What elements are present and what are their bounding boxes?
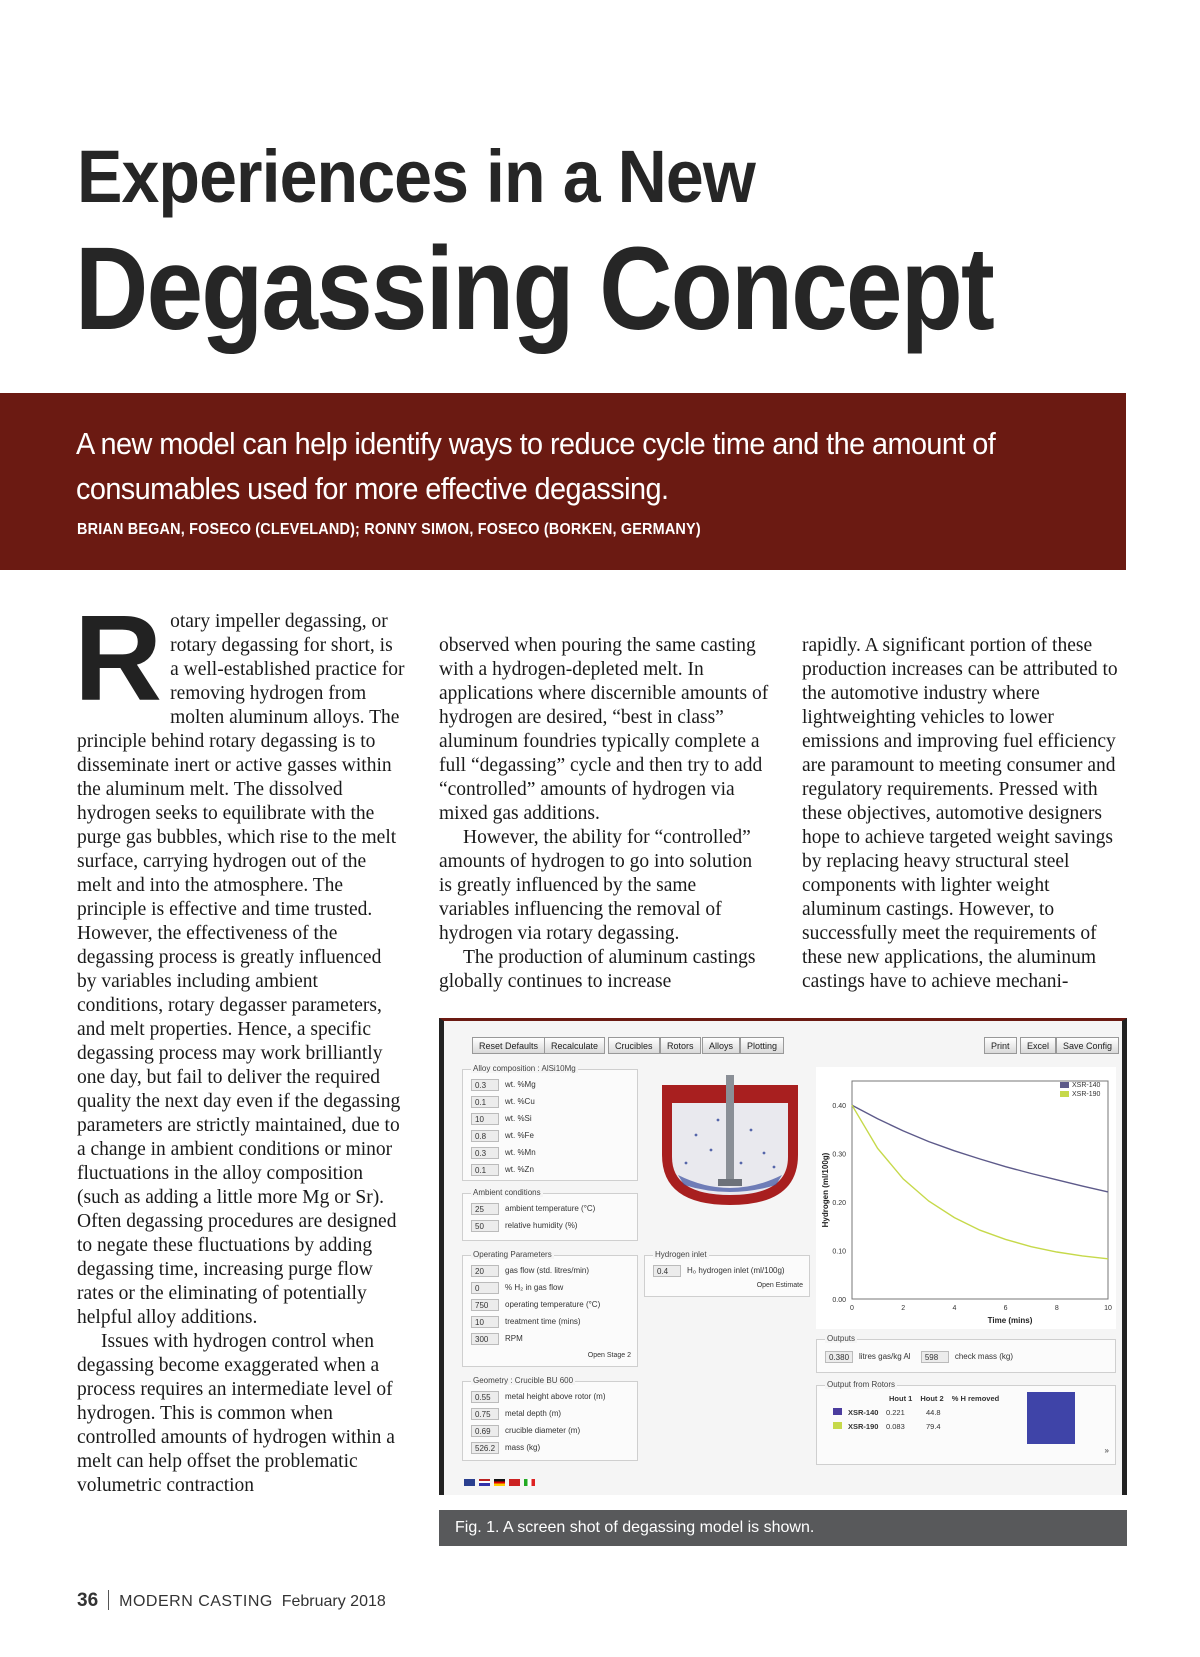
legend-swatch — [1060, 1091, 1069, 1097]
recalculate-button[interactable]: Recalculate — [544, 1037, 605, 1054]
col3-paragraph-1: rapidly. A significant portion of these production increases can be attributed to the automotive industry where lightweighting vehicles to lower emissions and improving fuel efficiency are paramount to meeting consumer and regulatory requirements. Pressed with these objectives, automotive designers hope to achieve targeted weight savings by replacing heavy structural steel components with lighter weight aluminum castings. However, to successfully meet the requirements of these new applications, the aluminum castings have to achieve mechani- — [802, 635, 1118, 992]
table-row — [833, 1408, 941, 1417]
rotor-name: XSR-140 — [848, 1408, 879, 1417]
check-mass-label: check mass (kg) — [954, 1352, 1014, 1361]
alloy-label: wt. %Mg — [505, 1080, 536, 1089]
output-from-rotors-title: Output from Rotors — [827, 1380, 896, 1389]
alloy-input[interactable]: 0.3 — [471, 1147, 499, 1159]
flag-icon[interactable] — [494, 1479, 505, 1486]
bubble — [717, 1119, 720, 1122]
h-removed-bar — [1027, 1392, 1075, 1444]
table-row — [833, 1422, 941, 1431]
col2-paragraph-1: observed when pouring the same casting with a hydrogen-depleted melt. In applications where discernible amounts of hydrogen are desired, “best in class” aluminum foundries typically complete a full “degassing” cycle and then try to add “controlled” amounts of hydrogen via mixed gas additions. — [439, 635, 769, 824]
page-footer — [77, 1590, 386, 1612]
rotor-shaft — [726, 1075, 734, 1183]
flag-icon[interactable] — [524, 1479, 535, 1486]
crucible-illustration — [656, 1075, 804, 1211]
geometry-input[interactable]: 526.2 — [471, 1442, 499, 1454]
open-estimate-link[interactable]: Open Estimate — [756, 1282, 803, 1289]
operating-row — [471, 1298, 600, 1312]
hydrogen-inlet-label: H₀ hydrogen inlet (ml/100g) — [687, 1266, 785, 1275]
chart-background — [816, 1067, 1116, 1329]
title-line-1: Experiences in a New — [77, 135, 755, 218]
alloy-row — [471, 1095, 535, 1109]
geometry-row — [471, 1390, 606, 1404]
reset-defaults-button[interactable]: Reset Defaults — [472, 1037, 545, 1054]
rotor-hout1: 0.083 — [886, 1422, 905, 1431]
geometry-panel — [462, 1376, 638, 1461]
geometry-label: metal depth (m) — [505, 1409, 562, 1418]
operating-label: % H₂ in gas flow — [505, 1283, 564, 1292]
ambient-label: relative humidity (%) — [505, 1221, 578, 1230]
legend-swatch-icon — [833, 1408, 842, 1415]
geometry-input[interactable]: 0.69 — [471, 1425, 499, 1437]
open-stage-link[interactable]: Open Stage 2 — [587, 1352, 631, 1359]
bubble — [710, 1149, 713, 1152]
col2-paragraph-3: The production of aluminum castings globally continues to increase — [439, 947, 756, 992]
alloy-label: wt. %Mn — [505, 1148, 536, 1157]
rotor-header-cell: % H removed — [951, 1394, 1000, 1403]
x-tick-label: 6 — [1003, 1305, 1008, 1312]
alloy-input[interactable]: 0.1 — [471, 1164, 499, 1176]
rotor-table-header — [889, 1394, 999, 1403]
bubble — [750, 1129, 753, 1132]
geometry-row — [471, 1424, 580, 1438]
alloy-row — [471, 1078, 536, 1092]
operating-input[interactable]: 10 — [471, 1316, 499, 1328]
ambient-row — [471, 1202, 595, 1216]
hydrogen-inlet-panel — [644, 1250, 810, 1297]
plotting-button[interactable]: Plotting — [740, 1037, 784, 1054]
operating-input[interactable]: 0 — [471, 1282, 499, 1294]
save-config-button[interactable]: Save Config — [1056, 1037, 1119, 1054]
col2-paragraph-2: However, the ability for “controlled” amounts of hydrogen to go into solution is greatly influenced by the same variables influencing the removal of hydrogen via rotary degassing. — [439, 827, 753, 944]
alloy-input[interactable]: 0.1 — [471, 1096, 499, 1108]
rotor-header-cell: Hout 2 — [920, 1394, 944, 1403]
print-button[interactable]: Print — [984, 1037, 1017, 1054]
flag-icon[interactable] — [509, 1479, 520, 1486]
ambient-conditions-panel — [462, 1188, 638, 1241]
alloy-row — [471, 1112, 532, 1126]
alloys-button[interactable]: Alloys — [702, 1037, 740, 1054]
legend-swatch — [1060, 1082, 1069, 1088]
page-number: 36 — [77, 1590, 99, 1611]
hydrogen-inlet-title: Hydrogen inlet — [655, 1250, 707, 1259]
alloy-row — [471, 1163, 534, 1177]
rotors-button[interactable]: Rotors — [660, 1037, 701, 1054]
legend-swatch-icon — [833, 1422, 842, 1429]
x-tick-label: 4 — [952, 1305, 957, 1312]
alloy-label: wt. %Cu — [505, 1097, 535, 1106]
alloy-label: wt. %Si — [505, 1114, 532, 1123]
operating-row — [471, 1281, 563, 1295]
x-tick-label: 8 — [1054, 1305, 1059, 1312]
y-tick-label: 0.30 — [832, 1151, 846, 1159]
y-tick-label: 0.40 — [832, 1103, 846, 1111]
operating-input[interactable]: 20 — [471, 1265, 499, 1277]
flag-icon[interactable] — [479, 1479, 490, 1486]
x-tick-label: 0 — [850, 1305, 854, 1312]
alloy-input[interactable]: 10 — [471, 1113, 499, 1125]
rotor-header-cell: Hout 1 — [889, 1394, 913, 1403]
bubble — [763, 1152, 766, 1155]
legend-label: XSR-140 — [1072, 1082, 1101, 1089]
x-tick-label: 10 — [1104, 1305, 1112, 1312]
geometry-row — [471, 1441, 540, 1455]
x-axis-label: Time (mins) — [987, 1316, 1033, 1325]
y-tick-label: 0.10 — [832, 1248, 846, 1256]
operating-parameters-title: Operating Parameters — [473, 1250, 552, 1259]
ambient-input[interactable]: 25 — [471, 1203, 499, 1215]
alloy-composition-title: Alloy composition : AlSi10Mg — [473, 1064, 576, 1073]
operating-row — [471, 1332, 523, 1346]
degassing-model-screenshot — [439, 1018, 1127, 1495]
alloy-row — [471, 1129, 534, 1143]
alloy-input[interactable]: 0.8 — [471, 1130, 499, 1142]
geometry-input[interactable]: 0.75 — [471, 1408, 499, 1420]
operating-label: gas flow (std. litres/min) — [505, 1266, 590, 1275]
alloy-input[interactable]: 0.3 — [471, 1079, 499, 1091]
operating-label: operating temperature (°C) — [505, 1300, 601, 1309]
litres-gas-output: 0.380 — [825, 1351, 853, 1363]
alloy-label: wt. %Zn — [505, 1165, 534, 1174]
y-tick-label: 0.00 — [832, 1297, 846, 1304]
y-tick-label: 0.20 — [832, 1200, 846, 1208]
rotor-hout1: 0.221 — [886, 1408, 905, 1417]
operating-label: treatment time (mins) — [505, 1317, 581, 1326]
hydrogen-inlet-row — [653, 1264, 785, 1278]
rotor-hout2: 44.8 — [926, 1408, 941, 1417]
check-mass-output: 598 — [921, 1351, 949, 1363]
more-link[interactable]: » — [1104, 1446, 1109, 1455]
figure-caption: Fig. 1. A screen shot of degassing model is shown. — [439, 1510, 1127, 1546]
alloy-label: wt. %Fe — [505, 1131, 534, 1140]
bubble — [695, 1134, 698, 1137]
language-flags — [464, 1479, 535, 1486]
geometry-row — [471, 1407, 561, 1421]
rotor-head — [718, 1179, 742, 1186]
litres-gas-label: litres gas/kg Al — [859, 1352, 911, 1361]
ambient-conditions-title: Ambient conditions — [473, 1188, 541, 1197]
footer-divider — [108, 1590, 109, 1610]
deck-banner — [0, 393, 1126, 570]
geometry-label: mass (kg) — [505, 1443, 541, 1452]
rotor-name: XSR-190 — [848, 1422, 879, 1431]
operating-input[interactable]: 300 — [471, 1333, 499, 1345]
output-from-rotors-panel — [816, 1380, 1116, 1465]
outputs-title: Outputs — [827, 1334, 856, 1343]
x-tick-label: 2 — [901, 1305, 906, 1312]
operating-input[interactable]: 750 — [471, 1299, 499, 1311]
column-1 — [74, 590, 405, 1498]
bubble — [685, 1162, 688, 1165]
column-2 — [439, 634, 769, 994]
geometry-input[interactable]: 0.55 — [471, 1391, 499, 1403]
alloy-composition-panel — [462, 1064, 638, 1181]
deck-text: A new model can help identify ways to reduce cycle time and the amount of consumables used for more effective degassing. — [76, 426, 996, 506]
byline: BRIAN BEGAN, FOSECO (CLEVELAND); RONNY SIMON, FOSECO (BORKEN, GERMANY) — [77, 521, 701, 538]
bubble — [773, 1166, 776, 1169]
ambient-row — [471, 1219, 577, 1233]
geometry-label: crucible diameter (m) — [505, 1426, 581, 1435]
col1-paragraph-2: Issues with hydrogen control when degassing become exaggerated when a process requires an intermediate level of hydrogen. This is common when controlled amounts of hydrogen within a melt can help offset the problematic volumetric contraction — [77, 1331, 395, 1496]
alloy-row — [471, 1146, 536, 1160]
crucibles-button[interactable]: Crucibles — [608, 1037, 660, 1054]
column-3 — [802, 634, 1132, 994]
drop-cap: R — [74, 590, 163, 726]
operating-parameters-panel — [462, 1250, 638, 1367]
rotor-hout2: 79.4 — [926, 1422, 941, 1431]
col1-paragraph-1: otary impeller degassing, or rotary degassing for short, is a well-established practice for removing hydrogen from molten aluminum alloys. The principle behind rotary degassing is to disseminate inert or active gasses within the aluminum melt. The dissolved hydrogen seeks to equilibrate with the purge gas bubbles, which rise to the melt surface, carrying hydrogen out of the melt and into the atmosphere. The principle is effective and time trusted. However, the effectiveness of the degassing process is greatly influenced by variables including ambient conditions, rotary degasser parameters, and melt properties. Hence, a specific degassing process may work brilliantly one day, but fail to deliver the required quality the next day even if the degassing parameters are strictly maintained, due to a change in ambient conditions or minor fluctuations in the alloy composition (such as adding a little more Mg or Sr). Often degassing procedures are designed to negate these fluctuations by adding degassing time, increasing purge flow rates or the eliminating of potentially helpful alloy additions. — [77, 611, 405, 1328]
operating-label: RPM — [505, 1334, 523, 1343]
hydrogen-chart — [816, 1067, 1116, 1329]
issue-date: February 2018 — [281, 1593, 386, 1610]
y-axis-label: Hydrogen (ml/100g) — [821, 1152, 830, 1228]
flag-icon[interactable] — [464, 1479, 475, 1486]
title-line-2: Degassing Concept — [75, 223, 994, 355]
excel-button[interactable]: Excel — [1020, 1037, 1056, 1054]
magazine-name: MODERN CASTING — [119, 1593, 273, 1610]
outputs-row — [825, 1350, 1013, 1364]
geometry-label: metal height above rotor (m) — [505, 1392, 606, 1401]
outputs-panel — [816, 1334, 1116, 1373]
geometry-title: Geometry : Crucible BU 600 — [473, 1376, 574, 1385]
ambient-input[interactable]: 50 — [471, 1220, 499, 1232]
legend-label: XSR-190 — [1072, 1091, 1101, 1098]
hydrogen-inlet-input[interactable]: 0.4 — [653, 1265, 681, 1277]
bubble — [740, 1162, 743, 1165]
operating-row — [471, 1264, 589, 1278]
ambient-label: ambient temperature (°C) — [505, 1204, 596, 1213]
operating-row — [471, 1315, 581, 1329]
